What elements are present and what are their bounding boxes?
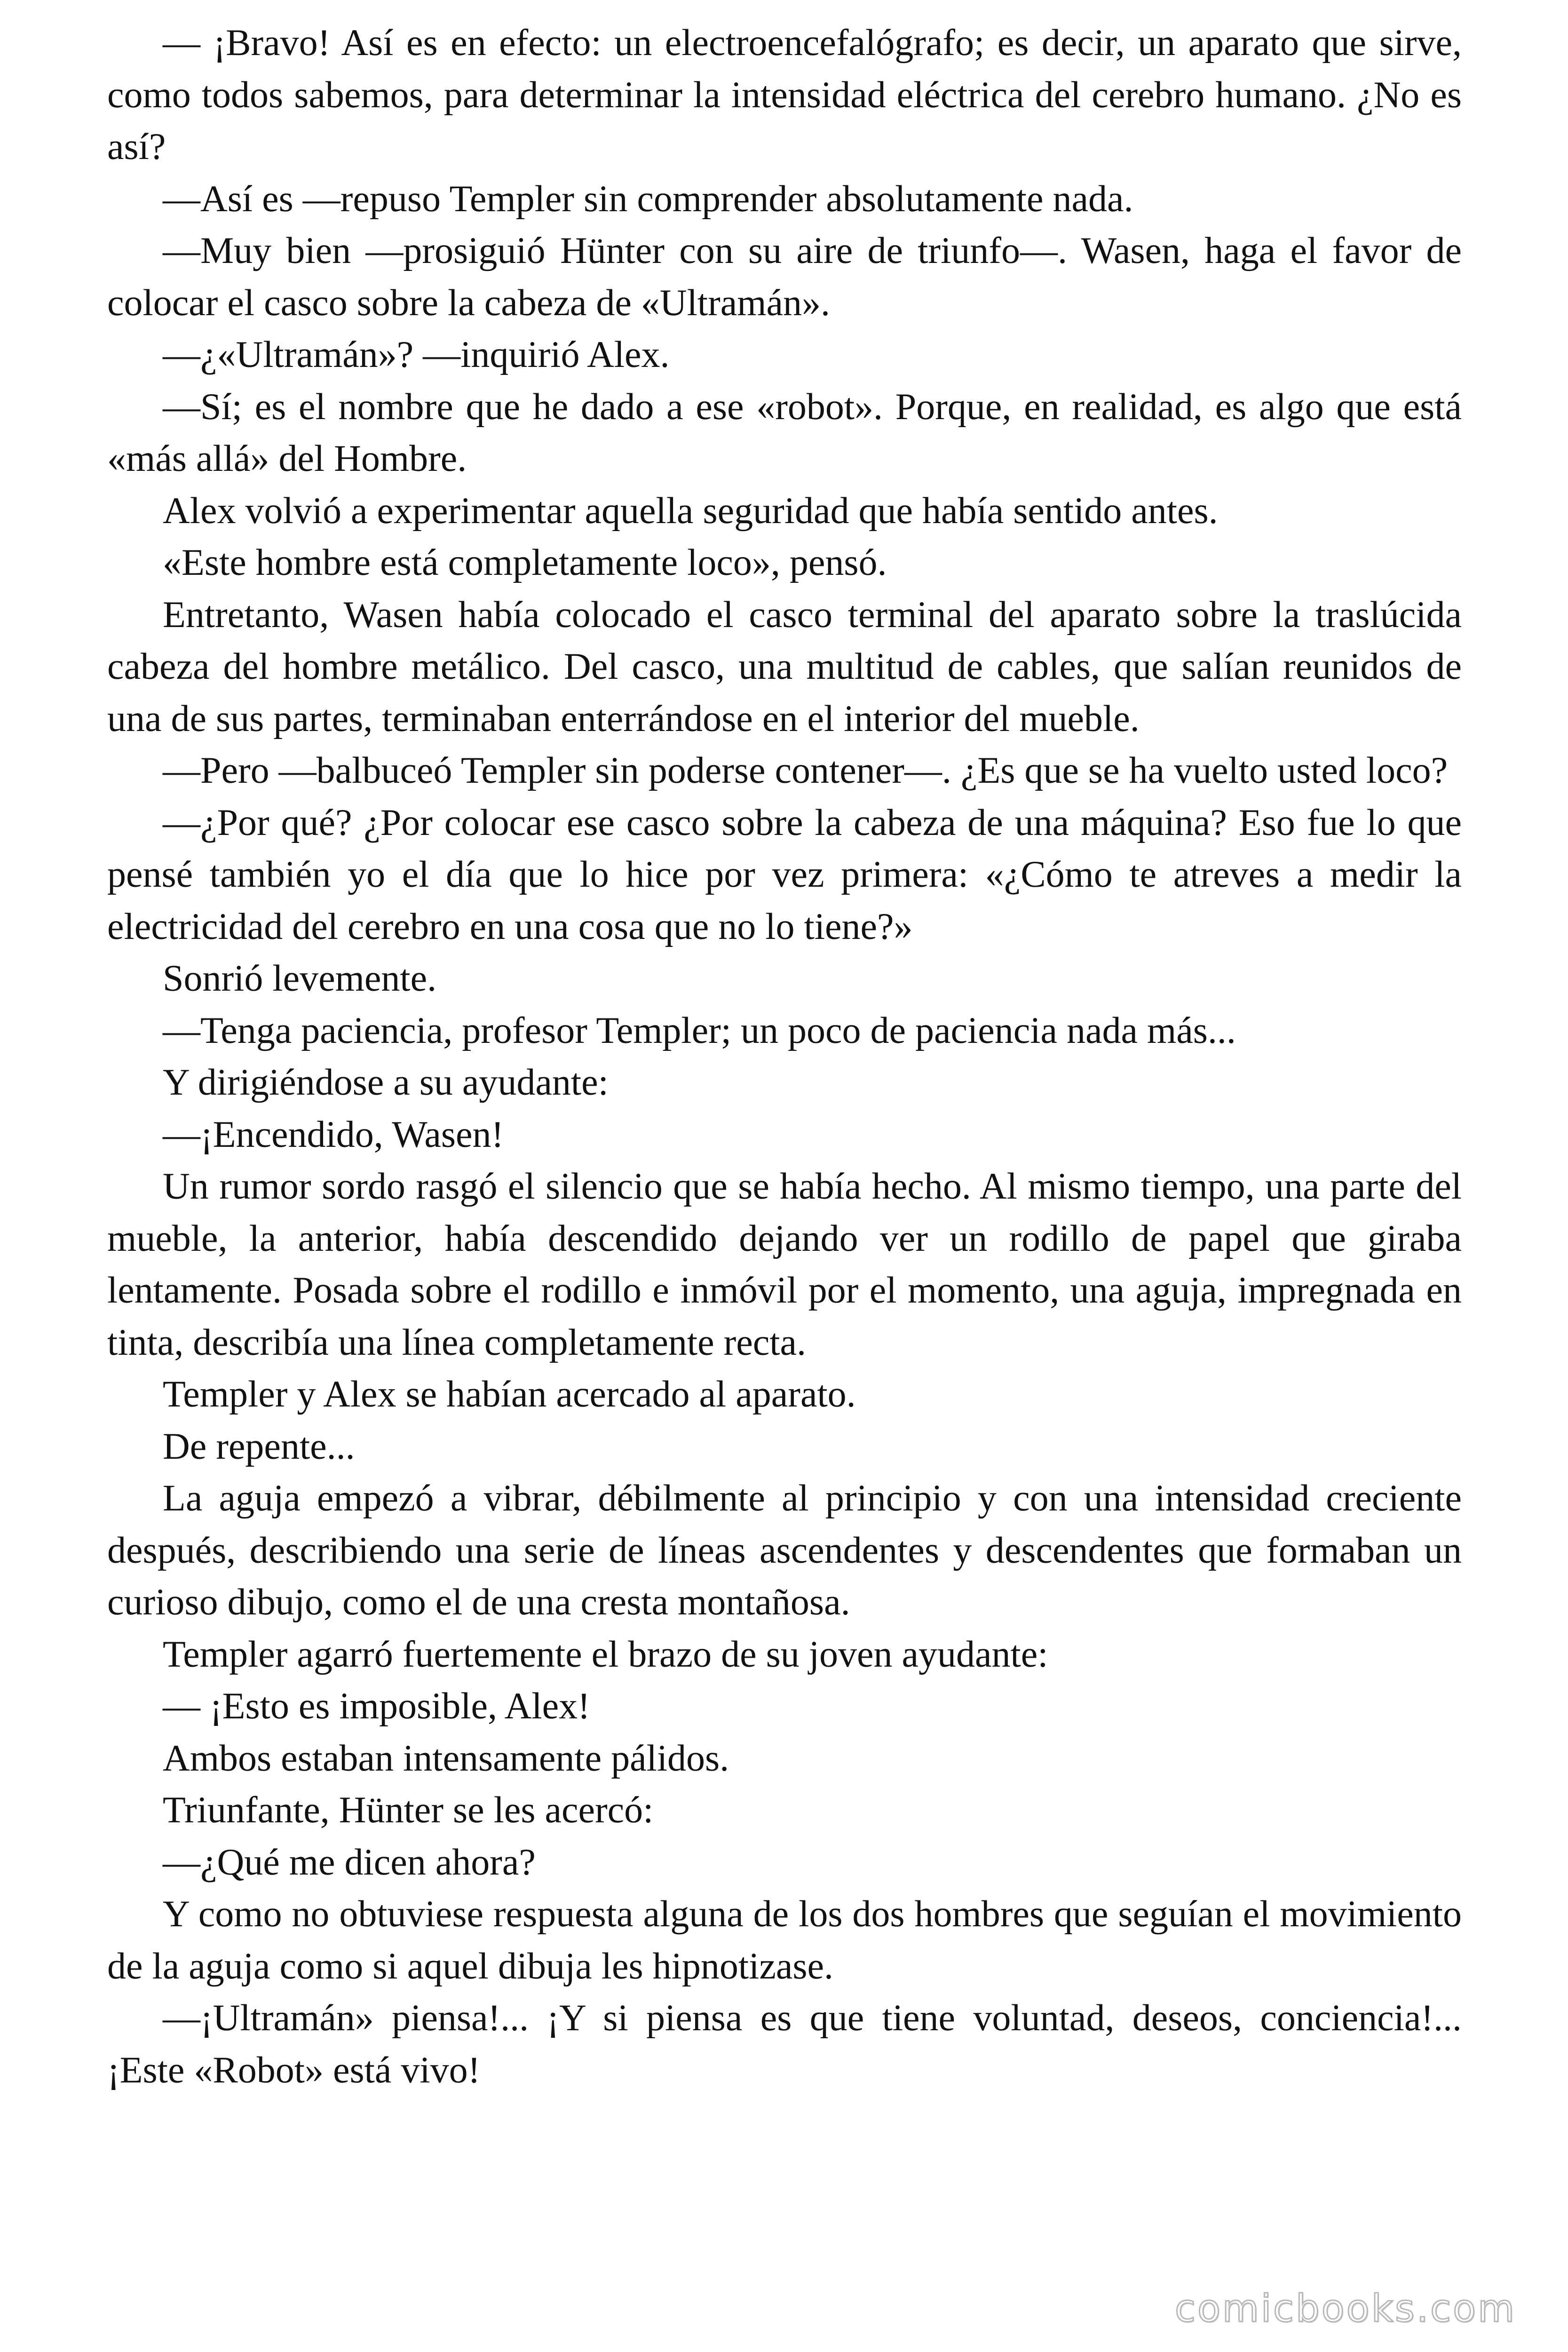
- paragraph: «Este hombre está completamente loco», pensó.: [163, 542, 887, 583]
- paragraph: —¿Qué me dicen ahora?: [163, 1841, 536, 1883]
- paragraph: Templer agarró fuertemente el brazo de su joven ayudante:: [163, 1633, 1048, 1675]
- watermark: comicbooks.com: [1174, 2287, 1516, 2330]
- paragraph: —¿Por qué? ¿Por colocar ese casco sobre la cabeza de una máquina? Eso fue lo que pensé también yo el día que lo hice por vez primera: «¿Cómo te atreves a medir la electricidad del cerebro en una cosa que no lo tiene?»: [107, 802, 1462, 947]
- paragraph: Ambos estaban intensamente pálidos.: [163, 1737, 729, 1779]
- paragraph: Y dirigiéndose a su ayudante:: [163, 1062, 609, 1103]
- document-page: [107, 17, 1462, 2096]
- paragraph: Un rumor sordo rasgó el silencio que se había hecho. Al mismo tiempo, una parte del mueble, la anterior, había descendido dejando ver un rodillo de papel que giraba lentamente. Posada sobre el rodillo e inmóvil por el momento, una aguja, impregnada en tinta, describía una línea completamente recta.: [107, 1166, 1462, 1363]
- paragraph: — ¡Bravo! Así es en efecto: un electroencefalógrafo; es decir, un aparato que sirve, como todos sabemos, para determinar la intensidad eléctrica del cerebro humano. ¿No es así?: [107, 22, 1462, 167]
- paragraph: Entretanto, Wasen había colocado el casco terminal del aparato sobre la traslúcida cabeza del hombre metálico. Del casco, una multitud de cables, que salían reunidos de una de sus partes, terminaban enterrándose en el interior del mueble.: [107, 594, 1462, 739]
- paragraph: —¡Encendido, Wasen!: [163, 1113, 504, 1155]
- paragraph: —Así es —repuso Templer sin comprender absolutamente nada.: [163, 178, 1133, 220]
- paragraph: Templer y Alex se habían acercado al aparato.: [163, 1374, 856, 1415]
- paragraph: La aguja empezó a vibrar, débilmente al principio y con una intensidad creciente después, describiendo una serie de líneas ascendentes y descendentes que formaban un curioso dibujo, como el de una cresta montañosa.: [107, 1478, 1462, 1623]
- paragraph: — ¡Esto es imposible, Alex!: [163, 1685, 590, 1727]
- paragraph: —Tenga paciencia, profesor Templer; un poco de paciencia nada más...: [163, 1009, 1236, 1051]
- paragraph: Y como no obtuviese respuesta alguna de los dos hombres que seguían el movimiento de la aguja como si aquel dibuja les hipnotizase.: [107, 1893, 1462, 1987]
- paragraph: —Pero —balbuceó Templer sin poderse contener—. ¿Es que se ha vuelto usted loco?: [163, 750, 1448, 791]
- paragraph: De repente...: [163, 1425, 355, 1467]
- paragraph: Triunfante, Hünter se les acercó:: [163, 1789, 654, 1831]
- paragraph: —Sí; es el nombre que he dado a ese «robot». Porque, en realidad, es algo que está «más allá» del Hombre.: [107, 386, 1462, 479]
- paragraph: —¿«Ultramán»? —inquirió Alex.: [163, 334, 670, 375]
- paragraph: Sonrió levemente.: [163, 958, 437, 999]
- paragraph: —Muy bien —prosiguió Hünter con su aire de triunfo—. Wasen, haga el favor de colocar el casco sobre la cabeza de «Ultramán».: [107, 230, 1462, 324]
- paragraph: —¡Ultramán» piensa!... ¡Y si piensa es que tiene voluntad, deseos, conciencia!... ¡Este «Robot» está vivo!: [107, 1997, 1462, 2091]
- paragraph: Alex volvió a experimentar aquella seguridad que había sentido antes.: [163, 490, 1218, 532]
